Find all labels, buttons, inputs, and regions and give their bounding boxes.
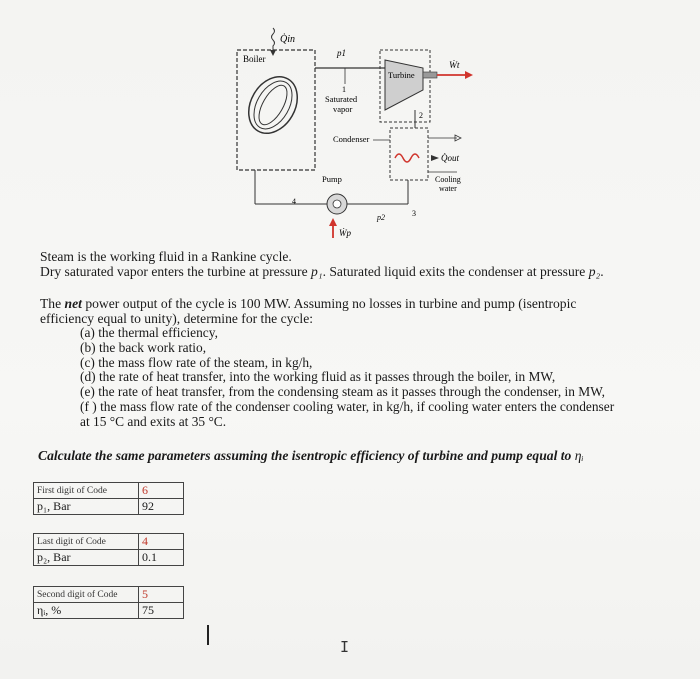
list-item: (c) the mass flow rate of the steam, in kg/h, bbox=[80, 354, 313, 370]
table-param: ηᵢ, % bbox=[34, 603, 139, 619]
wt-label: Ẇt bbox=[449, 61, 460, 71]
table-param: p₁, Bar bbox=[34, 499, 139, 515]
problem-para2-line2: efficiency equal to unity), determine for the cycle: bbox=[40, 311, 314, 326]
question-list bbox=[80, 326, 614, 430]
code-table-eta bbox=[33, 586, 184, 619]
list-item: (f ) the mass flow rate of the condenser cooling water, in kg/h, if cooling water enters the condenser bbox=[80, 398, 615, 414]
cooling-water-label-1: Cooling bbox=[435, 175, 461, 184]
cooling-water-label-2: water bbox=[439, 184, 457, 193]
p2-label: p2 bbox=[377, 213, 385, 222]
mouse-ibeam-icon: I bbox=[340, 638, 350, 656]
condenser-coil bbox=[395, 154, 419, 162]
table-header: First digit of Code bbox=[34, 483, 139, 499]
var-eta: ηᵢ bbox=[574, 448, 584, 463]
state1-label: 1 bbox=[342, 85, 346, 94]
boiler-coil bbox=[239, 68, 307, 142]
table-param-value: 92 bbox=[139, 499, 184, 515]
turbine-shape bbox=[385, 60, 423, 110]
p1-label: p1 bbox=[337, 48, 346, 58]
list-item: at 15 °C and exits at 35 °C. bbox=[80, 413, 227, 429]
text-cursor bbox=[207, 625, 209, 645]
table-param: p₂, Bar bbox=[34, 550, 139, 566]
table-header-value: 5 bbox=[139, 587, 184, 603]
table-param-value: 0.1 bbox=[139, 550, 184, 566]
list-item: (a) the thermal efficiency, bbox=[80, 325, 218, 340]
code-table-p1 bbox=[33, 482, 184, 515]
var-p1: p₁ bbox=[311, 264, 323, 279]
pump-label: Pump bbox=[322, 174, 342, 184]
state2-label: 2 bbox=[419, 111, 423, 120]
list-item: (e) the rate of heat transfer, from the condensing steam as it passes through the condenser, in MW, bbox=[80, 384, 605, 400]
problem-line-1: Steam is the working fluid in a Rankine cycle. bbox=[40, 249, 292, 264]
code-table-p2 bbox=[33, 533, 184, 566]
q-in-label: Q̇in bbox=[280, 34, 295, 45]
state4-label: 4 bbox=[292, 197, 296, 206]
boiler-label: Boiler bbox=[243, 54, 266, 64]
problem-line-2: Dry saturated vapor enters the turbine at pressure p₁. Saturated liquid exits the condenser at pressure p₂. bbox=[40, 264, 604, 279]
condenser-box bbox=[390, 128, 428, 180]
list-item: (b) the back work ratio, bbox=[80, 339, 207, 355]
saturated-vapor-label-1: Saturated bbox=[325, 94, 358, 104]
condenser-label: Condenser bbox=[333, 134, 370, 144]
table-header: Last digit of Code bbox=[34, 534, 139, 550]
q-in-arrow bbox=[272, 28, 275, 52]
table-header: Second digit of Code bbox=[34, 587, 139, 603]
state3-label: 3 bbox=[412, 209, 416, 218]
list-item: (d) the rate of heat transfer, into the working fluid as it passes through the boiler, in MW, bbox=[80, 369, 556, 385]
rankine-cycle-diagram bbox=[225, 20, 485, 245]
table-param-value: 75 bbox=[139, 603, 184, 619]
final-instruction: Calculate the same parameters assuming the isentropic efficiency of turbine and pump equal to ηᵢ bbox=[38, 448, 584, 463]
wp-label: Ẇp bbox=[339, 228, 351, 238]
table-header-value: 6 bbox=[139, 483, 184, 499]
turbine-label: Turbine bbox=[388, 70, 415, 80]
var-p2: p₂ bbox=[588, 264, 601, 279]
q-out-label: Q̇out bbox=[441, 153, 459, 163]
table-header-value: 4 bbox=[139, 534, 184, 550]
saturated-vapor-label-2: vapor bbox=[333, 104, 353, 114]
problem-para2-line1: The net power output of the cycle is 100 MW. Assuming no losses in turbine and pump (isentropic bbox=[40, 296, 577, 311]
